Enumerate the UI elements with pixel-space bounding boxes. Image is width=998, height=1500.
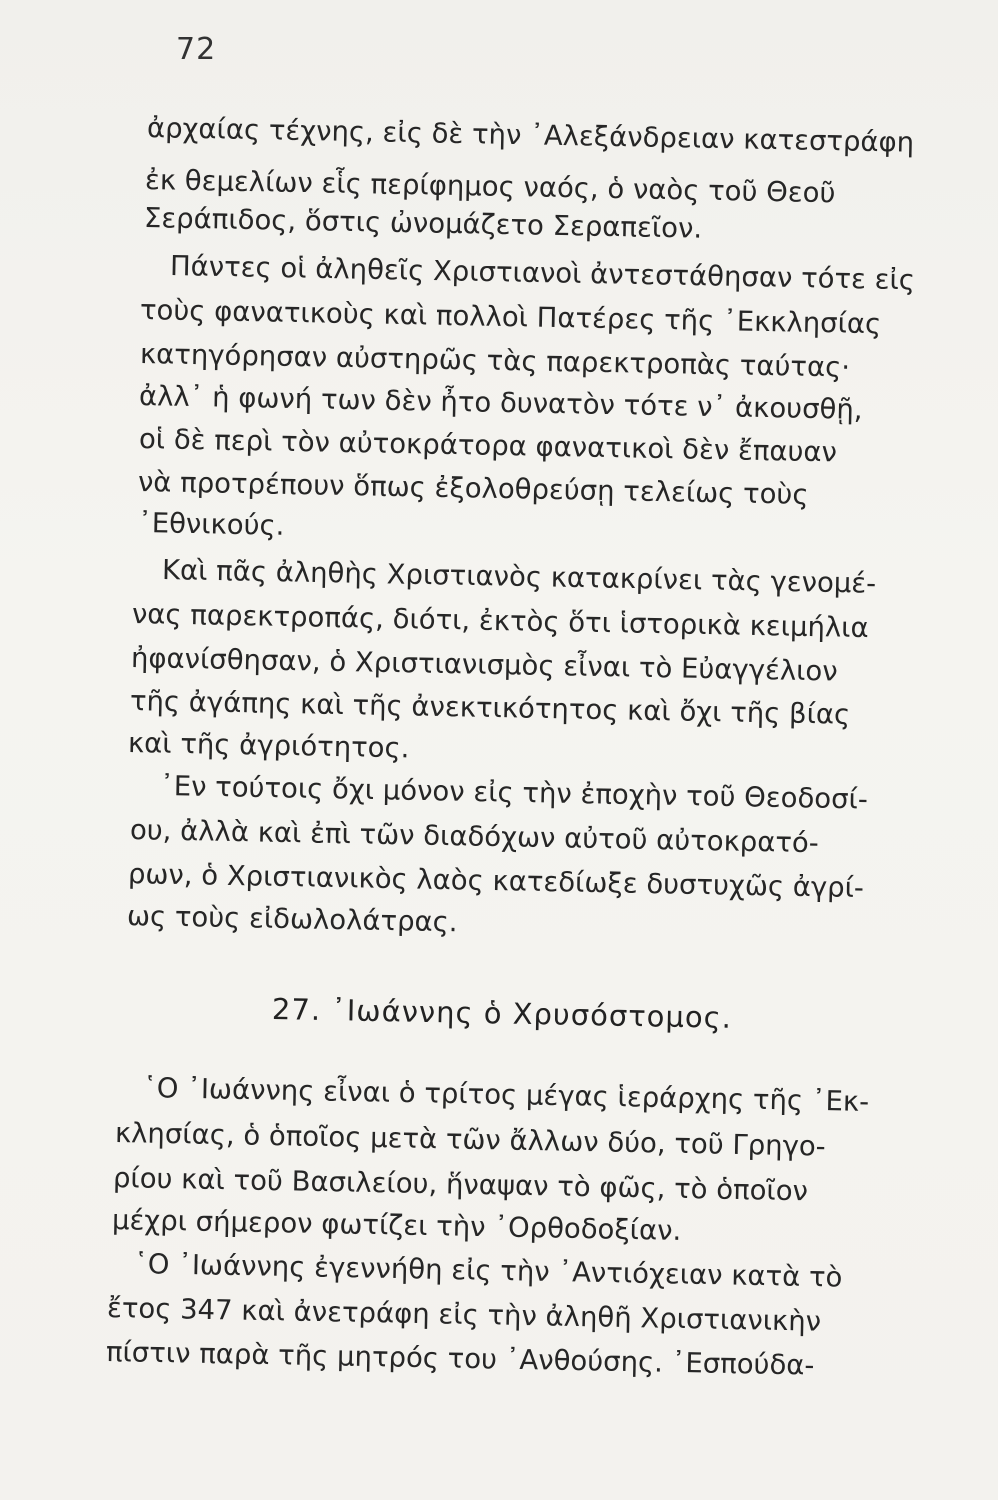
text-line: Καὶ πᾶς ἀληθὴς Χριστιανὸς κατακρίνει τὰς γενομέ- xyxy=(161,554,877,600)
text-line: ρίου καὶ τοῦ Βασιλείου, ἥναψαν τὸ φῶς, τὸ ὁποῖον xyxy=(112,1162,809,1208)
text-line: ἔτος 347 καὶ ἀνετράφη εἰς τὴν ἀληθῆ Χριστιανικὴν xyxy=(106,1292,822,1338)
text-line: νας παρεκτροπάς, διότι, ἐκτὸς ὅτι ἱστορικὰ κειμήλια xyxy=(131,598,869,645)
text-line: ᾿Εθνικούς. xyxy=(137,507,285,542)
page-number: 72 xyxy=(176,32,217,67)
text-line: πίστιν παρὰ τῆς μητρός του ᾿Ανθούσης. ᾿Εσπούδα- xyxy=(105,1336,815,1382)
section-heading: 27. ᾿Ιωάννης ὁ Χρυσόστομος. xyxy=(271,992,733,1035)
text-line: καὶ τῆς ἀγριότητος. xyxy=(127,727,410,765)
text-line: νὰ προτρέπουν ὅπως ἐξολοθρεύσῃ τελείως τοὺς xyxy=(137,466,809,511)
text-line: οἱ δὲ περὶ τὸν αὐτοκράτορα φανατικοὶ δὲν ἔπαυαν xyxy=(138,423,838,469)
text-line: ἀρχαίας τέχνης, εἰς δὲ τὴν ᾿Αλεξάνδρειαν κατεστράφη xyxy=(146,112,915,159)
text-line: Πάντες οἱ ἀληθεῖς Χριστιανοὶ ἀντεστάθησαν τότε εἰς xyxy=(169,250,916,297)
text-line: ἀλλ᾿ ἡ φωνή των δὲν ἦτο δυνατὸν τότε ν᾿ ἀκουσθῇ, xyxy=(138,380,863,426)
text-line: ῾Ο ᾿Ιωάννης ἐγεννήθη εἰς τὴν ᾿Αντιόχειαν κατὰ τὸ xyxy=(133,1248,843,1294)
text-line: Σεράπιδος, ὅστις ὠνομάζετο Σεραπεῖον. xyxy=(143,202,703,245)
text-line: ρων, ὁ Χριστιανικὸς λαὸς κατεδίωξε δυστυχῶς ἀγρί- xyxy=(127,858,865,905)
text-line: κατηγόρησαν αὐστηρῶς τὰς παρεκτροπὰς ταύτας· xyxy=(139,338,851,384)
text-line: ου, ἀλλὰ καὶ ἐπὶ τῶν διαδόχων αὐτοῦ αὐτοκρατό- xyxy=(129,814,820,860)
text-line: ᾿Εν τούτοις ὄχι μόνον εἰς τὴν ἐποχὴν τοῦ Θεοδοσί- xyxy=(159,770,869,816)
text-line: ῾Ο ᾿Ιωάννης εἶναι ὁ τρίτος μέγας ἱεράρχης τῆς ᾿Εκ- xyxy=(142,1072,870,1118)
text-line: τῆς ἀγάπης καὶ τῆς ἀνεκτικότητος καὶ ὄχι τῆς βίας xyxy=(129,685,851,731)
text-line: κλησίας, ὁ ὁποῖος μετὰ τῶν ἄλλων δύο, τοῦ Γρηγο- xyxy=(114,1117,826,1163)
text-line: τοὺς φανατικοὺς καὶ πολλοὶ Πατέρες τῆς ᾿Εκκλησίας xyxy=(139,294,882,341)
text-line: μέχρι σήμερον φωτίζει τὴν ᾿Ορθοδοξίαν. xyxy=(111,1204,682,1247)
text-line: ως τοὺς εἰδωλολάτρας. xyxy=(126,900,458,939)
text-line: ἠφανίσθησαν, ὁ Χριστιανισμὸς εἶναι τὸ Εὐαγγέλιον xyxy=(130,642,838,688)
text-line: ἐκ θεμελίων εἷς περίφημος ναός, ὁ ναὸς τοῦ Θεοῦ xyxy=(144,164,836,210)
